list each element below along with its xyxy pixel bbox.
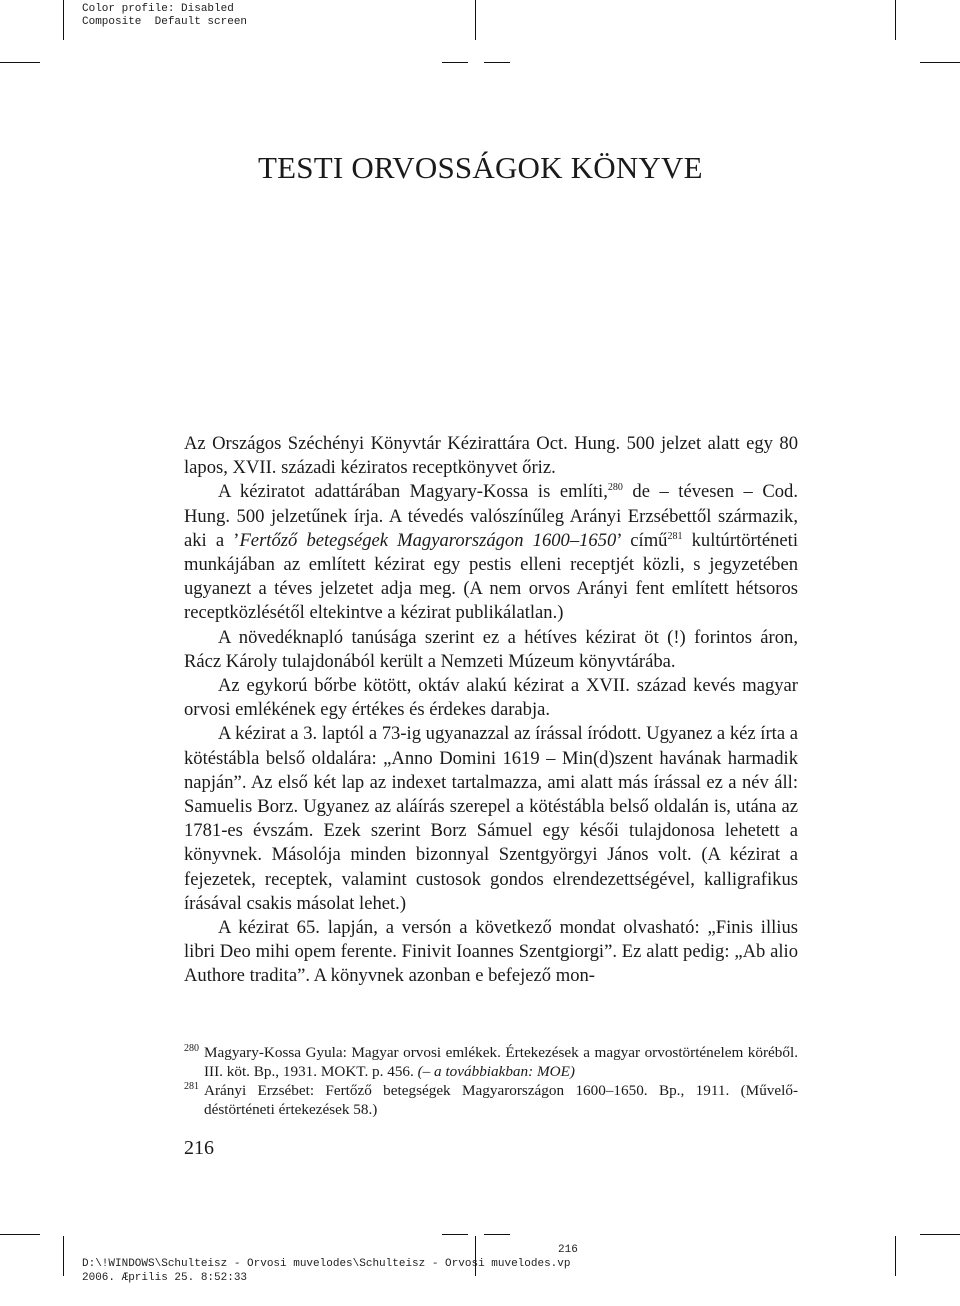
print-header-line2: Composite Default screen: [82, 16, 248, 28]
footnote-280: [184, 1043, 798, 1081]
print-footer-path: D:\!WINDOWS\Schulteisz - Orvosi muvelodes\Schulteisz - Orvosi muvelodes.vp: [82, 1258, 571, 1270]
footnote-text: Magyary-Kossa Gyula: Magyar orvosi emlékek. Értekezések a magyar orvostörténelem köréből. III. köt. Bp., 1931. MOKT. p. 456.: [204, 1044, 798, 1080]
paragraph-5: A kézirat a 3. laptól a 73-ig ugyanazzal az írással íródott. Ugyanez a kéz írta a kötéstábla belső oldalára: „Anno Domini 1619 – Min(d)szent havának harmadik napján”. Az első két lap az indexet tartalmazza, ami alatt más írással ez a név áll: Samuelis Borz. Ugyanez az aláírás szerepel a kötéstábla belső oldalán is, utána az 1781-es évszám. Ezek szerint Borz Sámuel egy késői tulajdonosa lehetett a könyvnek. Másolója minden bizonnyal Szentgyörgyi János volt. (A kézirat a fejezetek, receptek, valamint custosok gondos elrendezettségével, kalligrafikus írásával csakis másolat lehet.): [184, 723, 798, 914]
paragraph-2-part-a: A kéziratot adattárában Magyary-Kossa is említi,: [218, 481, 608, 503]
paragraph-2-part-c: ’ című: [616, 529, 668, 551]
paragraph-4: Az egykorú bőrbe kötött, oktáv alakú kézirat a XVII. század kevés magyar orvosi emlékének egy értékes és érdekes darabja.: [184, 675, 798, 721]
paragraph-1: Az Országos Széchényi Könyvtár Kézirattára Oct. Hung. 500 jelzet alatt egy 80 lapos, XVII. századi kéziratos receptkönyvet őriz.: [184, 433, 798, 479]
print-header-line1: Color profile: Disabled: [82, 3, 234, 15]
print-header: [82, 3, 247, 29]
paragraph-2-part-b: de – tévesen – Cod. Hung. 500 jelzetűnek írja. A tévedés valószínűleg Arányi Erzsébettől származik, aki a ’: [184, 481, 798, 551]
crop-mark-top-center-h-left: [442, 62, 468, 63]
footnote-number: 281: [184, 1081, 199, 1092]
paragraph-6: A kézirat 65. lapján, a versón a következő mondat olvasható: „Finis illius libri Deo mihi opem ferente. Finivit Ioannes Szentgiorgi”. Ez alatt pedig: „Ab alio Authore tradita”. A könyvnek azonban e befejező mon-: [184, 917, 798, 987]
crop-mark-bottom-right: [895, 1236, 896, 1276]
footnote-ref-281: 281: [667, 530, 683, 542]
crop-mark-top-center-h-right: [484, 62, 510, 63]
crop-mark-top-left: [63, 0, 64, 40]
crop-mark-bottom-left: [63, 1236, 64, 1276]
cited-title-italic: Fertőző betegségek Magyarországon 1600–1650: [239, 529, 617, 551]
footnotes: [184, 1043, 798, 1119]
crop-mark-top-left-h: [0, 62, 40, 63]
footnote-281: [184, 1081, 798, 1119]
print-footer-datetime: 2006. Æprilis 25. 8:52:33: [82, 1272, 248, 1284]
paragraph-2: [184, 480, 798, 625]
footnote-italic: (– a továbbiakban: MOE): [417, 1063, 575, 1080]
paragraph-2-part-d: kultúrtörténeti munkájában az említett kézirat egy pestis elleni receptjét közli, s jegyzetében ugyanezt a téves jelzetet adja meg. (A nem orvos Arányi fent említett hétsoros receptközlésétől eltekintve a kézirat publikálatlan.): [184, 529, 798, 624]
chapter-title: TESTI ORVOSSÁGOK KÖNYVE: [258, 150, 703, 185]
paragraph-3: A növedéknapló tanúsága szerint ez a hétíves kézirat öt (!) forintos áron, Rácz Károly tulajdonából került a Nemzeti Múzeum könyvtárába.: [184, 626, 798, 672]
crop-mark-top-right-h: [920, 62, 960, 63]
crop-mark-bottom-right-h: [920, 1234, 960, 1235]
crop-mark-bottom-center-h-right: [484, 1234, 510, 1235]
footnote-ref-280: 280: [607, 482, 623, 494]
footnote-text: Arányi Erzsébet: Fertőző betegségek Magyarországon 1600–1650. Bp., 1911. (Művelődéstörténeti értekezések 58.): [204, 1082, 798, 1118]
body-text: [184, 432, 798, 989]
crop-mark-top-center: [475, 0, 476, 40]
crop-mark-top-right: [895, 0, 896, 40]
print-footer-page: 216: [558, 1244, 578, 1256]
crop-mark-bottom-left-h: [0, 1234, 40, 1235]
footnote-number: 280: [184, 1043, 199, 1054]
crop-mark-bottom-center-h-left: [442, 1234, 468, 1235]
page-number: 216: [184, 1137, 214, 1159]
